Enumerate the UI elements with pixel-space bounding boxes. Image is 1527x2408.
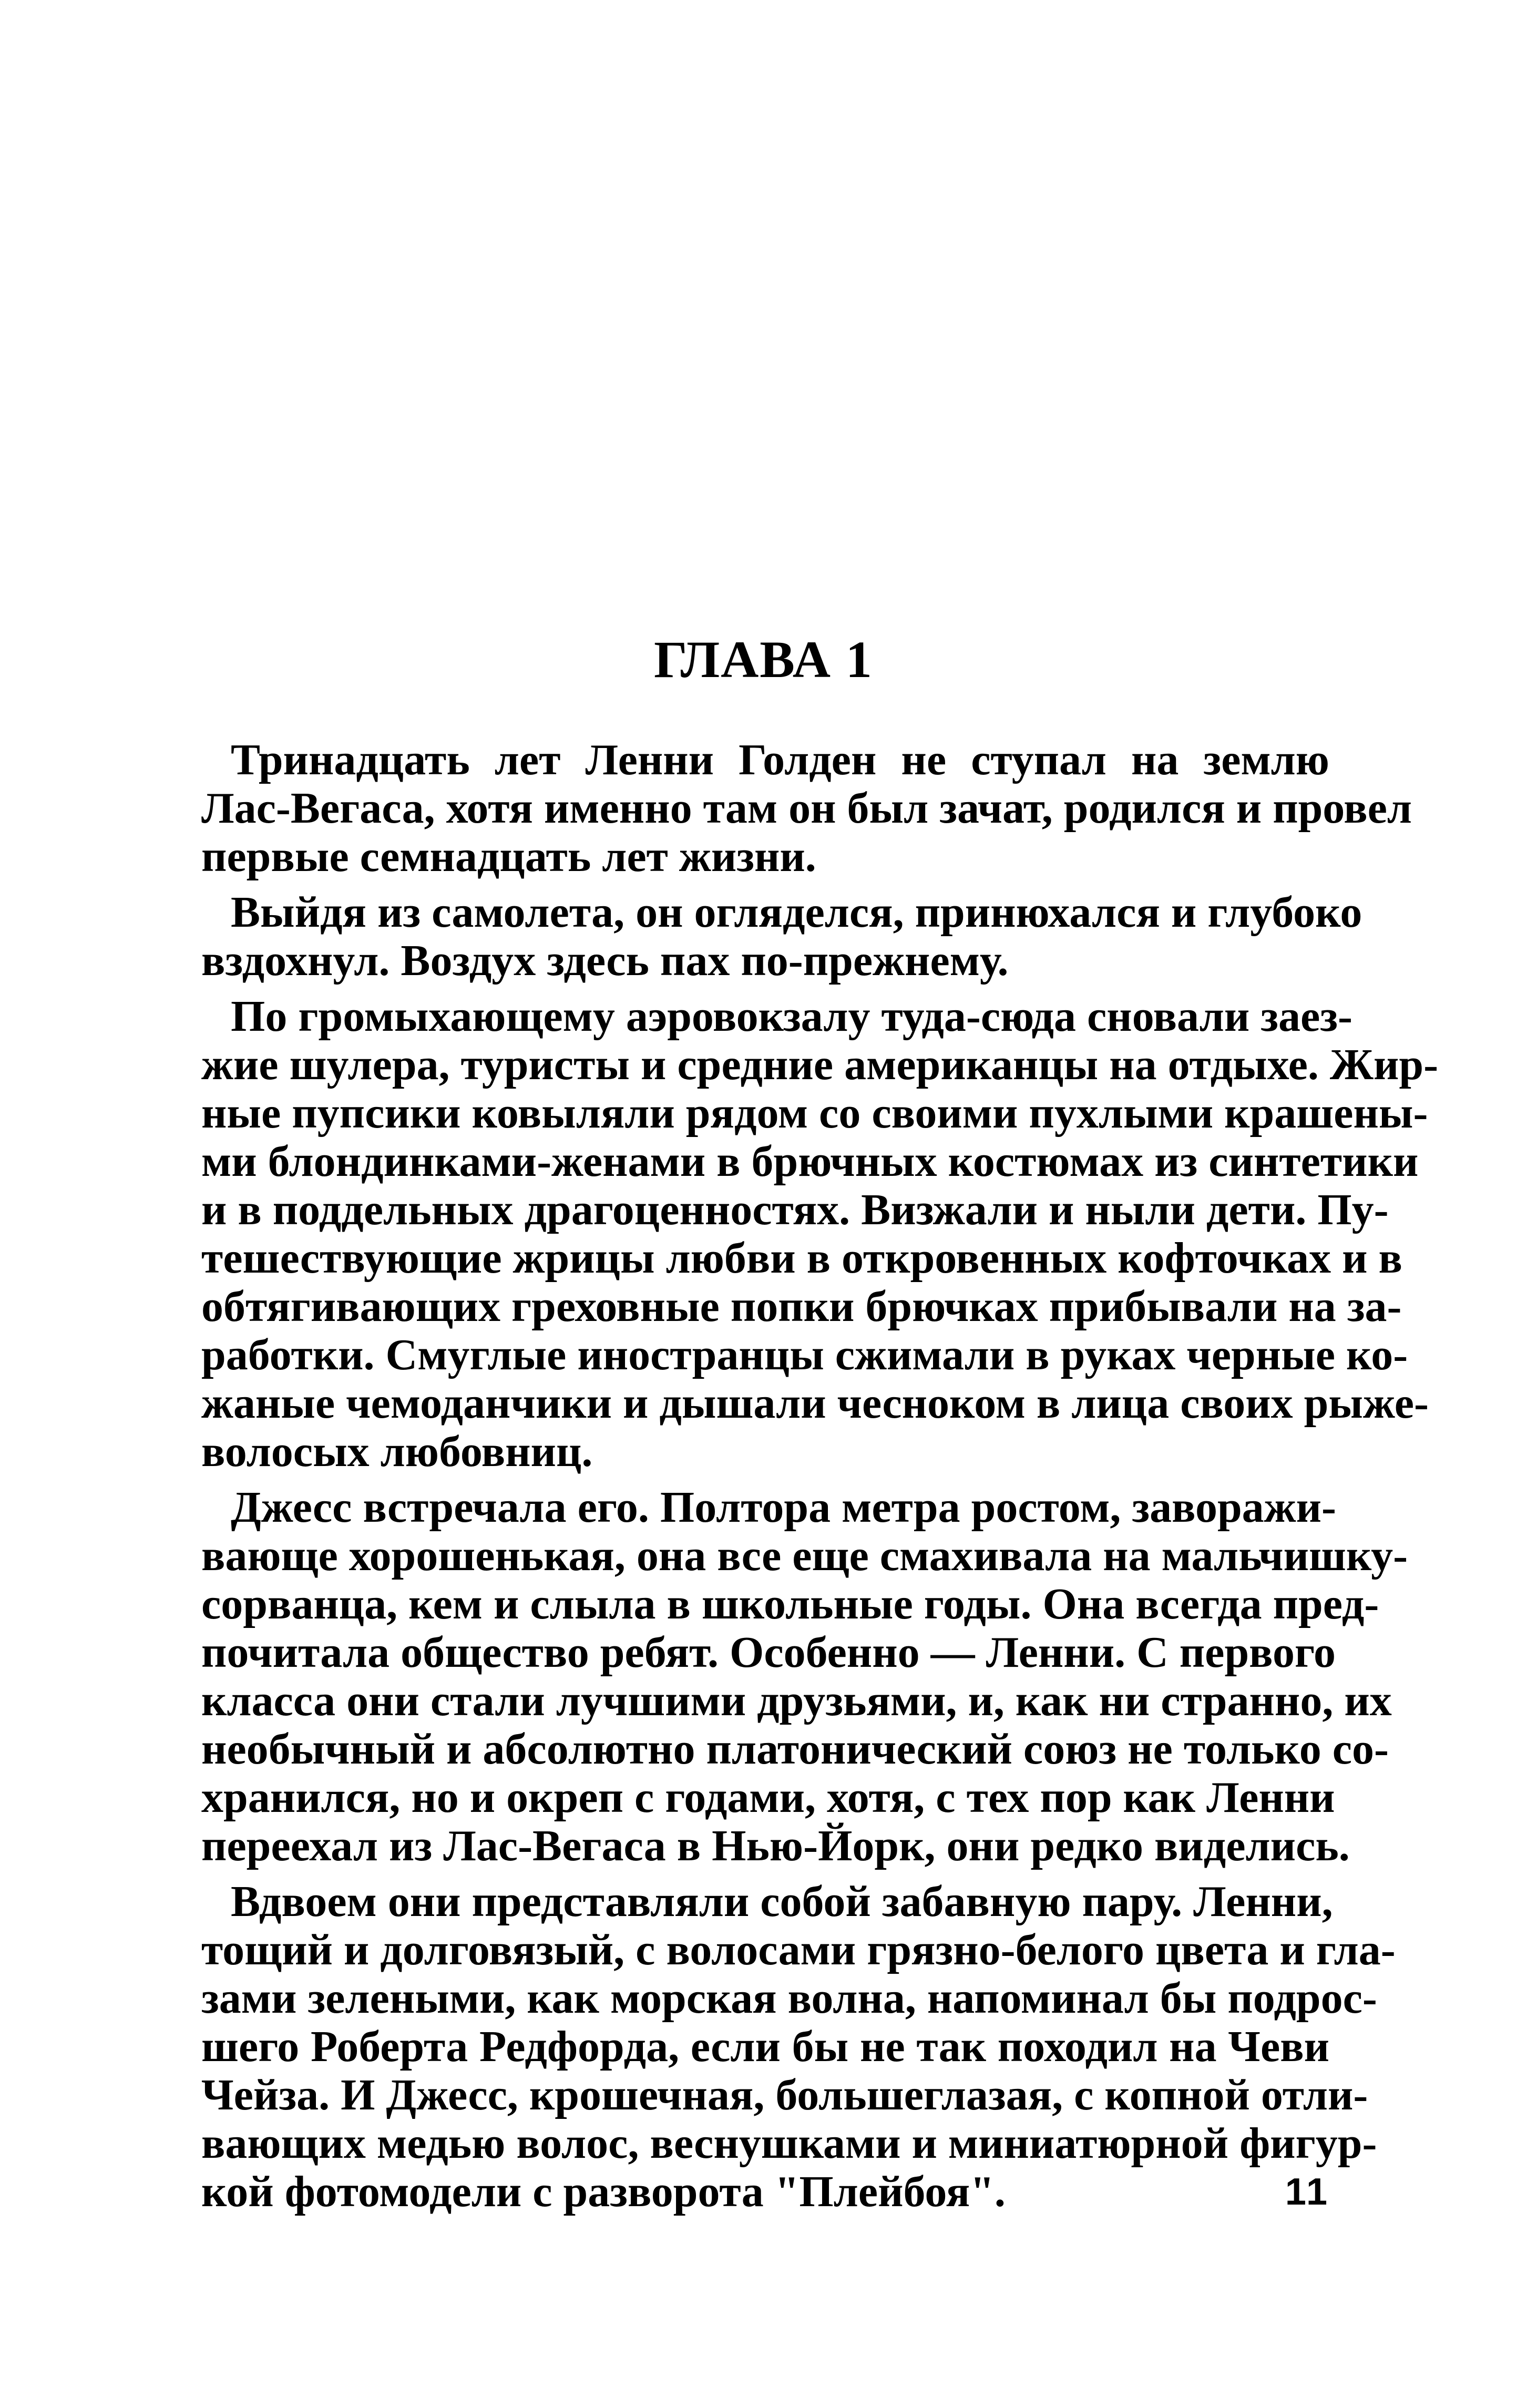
text-line: тощий и долговязый, с волосами грязно-белого цвета и гла- [201,1925,1396,1974]
text-line: почитала общество ребят. Особенно — Ленни. С первого [201,1628,1336,1677]
chapter-title: ГЛАВА 1 [654,630,873,689]
text-line: Джесс встречала его. Полтора метра ростом, заворажи- [231,1483,1336,1532]
text-line: Чейза. И Джесс, крошечная, большеглазая, с копной отли- [201,2071,1368,2119]
text-line: Тринадцать лет Ленни Голден не ступал на землю [231,735,1329,784]
body-text [201,735,1439,2223]
text-line: По громыхающему аэровокзалу туда-сюда сновали заез- [231,992,1353,1041]
text-line: обтягивающих греховные попки брючках прибывали на за- [201,1282,1402,1331]
text-line: жие шулера, туристы и средние американцы на отдыхе. Жир- [201,1040,1439,1089]
paragraph [201,888,1362,985]
text-line: зами зелеными, как морская волна, напоминал бы подрос- [201,1974,1377,2023]
text-line: жаные чемоданчики и дышали чесноком в лица своих рыже- [201,1379,1429,1428]
text-line: волосых любовниц. [201,1427,593,1476]
text-line: переехал из Лас-Вегаса в Нью-Йорк, они редко виделись. [201,1821,1350,1870]
text-line: первые семнадцать лет жизни. [201,832,816,881]
text-line: и в поддельных драгоценностях. Визжали и ныли дети. Пу- [201,1185,1389,1234]
text-line: ные пупсики ковыляли рядом со своими пухлыми крашены- [201,1089,1428,1138]
text-line: необычный и абсолютно платонический союз не только со- [201,1725,1389,1774]
text-line: сорванца, кем и слыла в школьные годы. Она всегда пред- [201,1580,1379,1628]
text-line: Вдвоем они представляли собой забавную пару. Ленни, [231,1877,1333,1926]
text-line: вающих медью волос, веснушками и миниатюрной фигур- [201,2119,1377,2168]
text-line: кой фотомодели с разворота "Плейбоя". [201,2167,1006,2216]
text-line: ми блондинками-женами в брючных костюмах из синтетики [201,1137,1419,1186]
text-line: тешествующие жрицы любви в откровенных кофточках и в [201,1234,1402,1283]
text-line: хранился, но и окреп с годами, хотя, с тех пор как Ленни [201,1773,1335,1822]
paragraph [201,735,1412,881]
text-line: шего Роберта Редфорда, если бы не так походил на Чеви [201,2022,1329,2071]
text-line: Лас-Вегаса, хотя именно там он был зачат, родился и провел [201,784,1412,833]
text-line: вающе хорошенькая, она все еще смахивала на мальчишку- [201,1531,1408,1580]
text-line: Выйдя из самолета, он огляделся, принюхался и глубоко [231,888,1362,937]
text-line: работки. Смуглые иностранцы сжимали в руках черные ко- [201,1330,1408,1379]
page-number: 11 [1285,2171,1329,2213]
text-line: вздохнул. Воздух здесь пах по-прежнему. [201,936,1009,985]
text-line: класса они стали лучшими друзьями, и, как ни странно, их [201,1676,1392,1725]
paragraph [201,1877,1396,2216]
paragraph [201,1483,1408,1870]
paragraph [201,992,1439,1476]
